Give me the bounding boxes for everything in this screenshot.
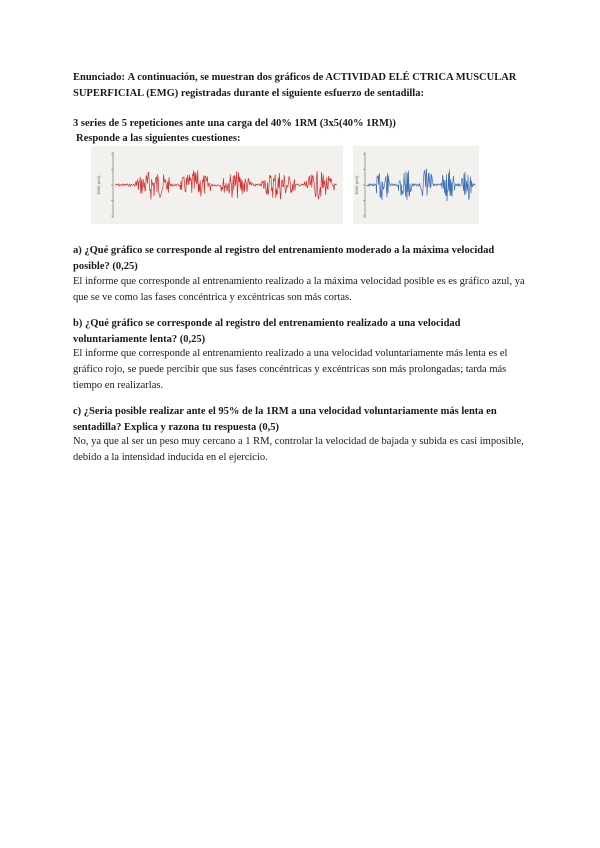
emg-chart-red [91, 146, 343, 224]
question-c: c) ¿Sería posible realizar ante el 95% de la 1RM a una velocidad voluntariamente más lenta en sentadilla? Explica y razona tu respuesta (0,5) [73, 406, 497, 433]
emg-chart-blue [353, 146, 479, 224]
instruction-line: Responde a las siguientes cuestiones: [76, 133, 241, 144]
emg-signal-trace [115, 170, 337, 199]
answer-a: El informe que corresponde al entrenamiento realizado a la máxima velocidad posible es es gráfico azul, ya que se ve como las fases concéntrica y excéntricas son más cortas. [73, 276, 525, 303]
statement-label: Enunciado: [73, 72, 125, 83]
statement-paragraph [73, 70, 533, 102]
series-line: 3 series de 5 repeticiones ante una carga del 40% 1RM (3x5(40% 1RM)) [73, 118, 396, 129]
y-axis-label: EMG (mV) [96, 175, 101, 195]
answer-c: No, ya que al ser un peso muy cercano a 1 RM, controlar la velocidad de bajada y subida es casi imposible, debido a la intensidad inducida en el ejercicio. [73, 436, 524, 463]
y-axis-label: EMG (mV) [354, 175, 359, 195]
emg-blue-svg [353, 146, 479, 224]
statement-text: A continuación, se muestran dos gráficos de ACTIVIDAD ELÉ CTRICA MUSCULAR SUPERFICIAL (EMG) registradas durante el siguiente esfuerzo de sentadilla: [73, 72, 517, 99]
emg-figures [91, 146, 479, 224]
emg-signal-trace [367, 169, 475, 202]
question-b: b) ¿Qué gráfico se corresponde al registro del entrenamiento realizado a una velocidad voluntariamente lenta? (0,25) [73, 318, 461, 345]
answer-b: El informe que corresponde al entrenamiento realizado a una velocidad voluntariamente más lenta es el gráfico rojo, se puede percibir que sus fases concéntricas y excéntricas son más prolongadas; tarda más tiempo en realizarlas. [73, 348, 508, 391]
question-a: a) ¿Qué gráfico se corresponde al registro del entrenamiento moderado a la máxima velocidad posible? (0,25) [73, 245, 495, 272]
emg-red-svg [91, 146, 343, 224]
